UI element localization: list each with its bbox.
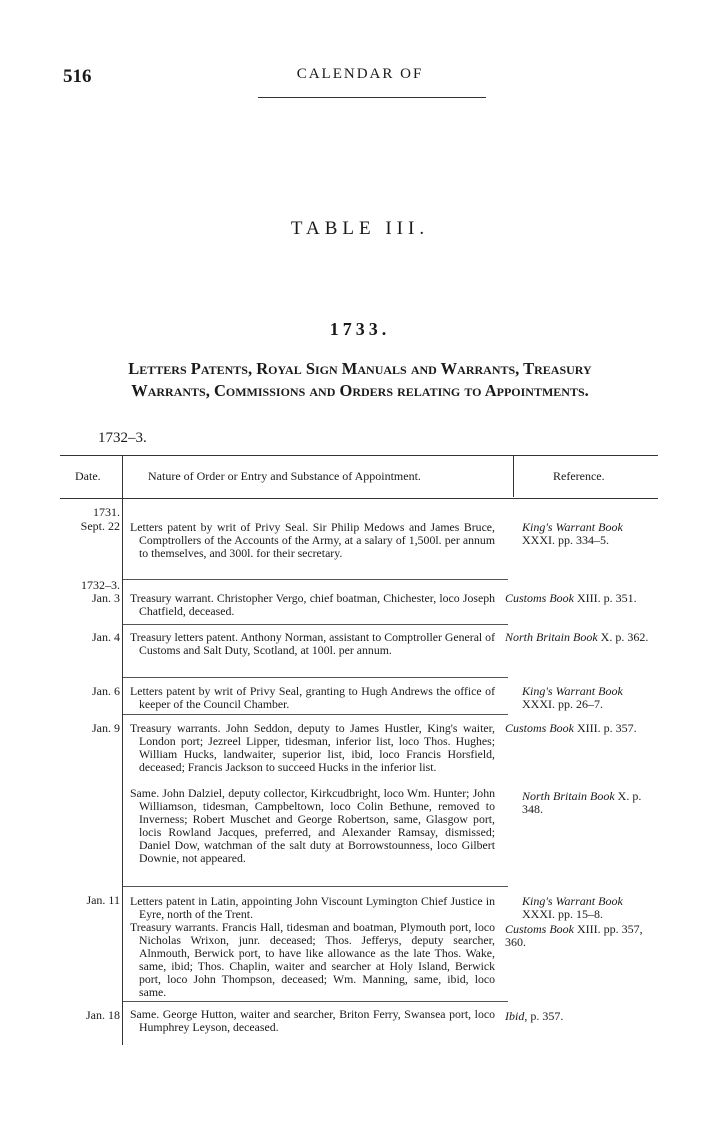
- entry-date: Jan. 4: [92, 630, 120, 644]
- entry-reference: Customs Book XIII. pp. 357, 360.: [505, 922, 643, 949]
- entry-date-year: 1731.: [93, 505, 120, 519]
- subtitle-line-2: Warrants, Commissions and Orders relating to Appointments.: [131, 381, 589, 400]
- column-header-nature: Nature of Order or Entry and Substance of Appointment.: [148, 469, 421, 483]
- header-rule: [258, 97, 486, 98]
- entry-text: Treasury warrants. Francis Hall, tidesman and boatman, Plymouth port, loco Nicholas Wrixon, junr. deceased; Thos. Jefferys, deputy searcher, Alnmouth, Berwick port, to have like allowance as the late Thos. Wake, same, ibid; Thos. Chaplin, waiter and searcher at Holy Island, Berwick port, loco John Thompson, deceased; Wm. Manning, same, ibid, loco same.: [130, 920, 495, 999]
- entry-text: Same. George Hutton, waiter and searcher, Briton Ferry, Swansea port, loco Humphrey Leyson, deceased.: [130, 1007, 495, 1034]
- entry-date: Jan. 3: [92, 591, 120, 605]
- column-divider: [122, 455, 123, 1045]
- entry-date: Sept. 22: [80, 519, 120, 533]
- page-number: 516: [63, 66, 92, 87]
- entry-reference: King's Warrant Book XXXI. pp. 26–7.: [522, 684, 623, 711]
- subtitle-line-1: Letters Patents, Royal Sign Manuals and Warrants, Treasury: [128, 359, 592, 378]
- entry-text: Treasury warrants. John Seddon, deputy to James Hustler, King's waiter, London port; Jezreel Lipper, tidesman, inferior list, loco Thos. Hughes; William Hucks, landwaiter, superior list, ibid, loco Francis Horsfield, deceased; Francis Jackson to succeed Hucks in the inferior list.: [130, 721, 495, 774]
- entry-text: Same. John Dalziel, deputy collector, Kirkcudbright, loco Wm. Hunter; John Williamson, tidesman, Campbeltown, loco Colin Bethune, removed to Inverness; Robert Muschet and George Robertson, same, Glasgow port, locis Rowland Jacques, preferred, and Alexander Ramsay, dismissed; Daniel Dow, watchman of the salt duty at Borrowstounness, loco Gilbert Downie, not appeared.: [130, 786, 495, 865]
- entry-separator: [123, 624, 508, 625]
- entry-text: Letters patent by writ of Privy Seal. Sir Philip Medows and James Bruce, Comptrollers of the Accounts of the Army, at a salary of 1,500l. per annum to themselves, and 300l. for their secretary.: [130, 520, 495, 560]
- section-subtitle: [60, 358, 660, 402]
- table-header-row: [60, 455, 658, 499]
- entry-separator: [123, 1001, 508, 1002]
- entry-separator: [123, 677, 508, 678]
- column-header-date: Date.: [75, 469, 101, 483]
- entry-reference: Ibid, p. 357.: [505, 1009, 564, 1023]
- entry-date: Jan. 6: [92, 684, 120, 698]
- entry-separator: [123, 714, 508, 715]
- year-span: 1732–3.: [98, 430, 147, 446]
- running-title: CALENDAR OF: [296, 66, 424, 82]
- entry-reference: Customs Book XIII. p. 351.: [505, 591, 637, 605]
- entry-separator: [123, 886, 508, 887]
- entry-text: Treasury warrant. Christopher Vergo, chief boatman, Chichester, loco Joseph Chatfield, deceased.: [130, 591, 495, 618]
- entry-text: Letters patent by writ of Privy Seal, granting to Hugh Andrews the office of keeper of the Council Chamber.: [130, 684, 495, 711]
- entry-text: Treasury letters patent. Anthony Norman, assistant to Comptroller General of Customs and Salt Duty, Scotland, at 100l. per annum.: [130, 630, 495, 657]
- entry-date: Jan. 9: [92, 721, 120, 735]
- entry-text: Letters patent in Latin, appointing John Viscount Lymington Chief Justice in Eyre, north of the Trent.: [130, 894, 495, 921]
- entry-date-year: 1732–3.: [81, 578, 120, 592]
- year-heading: 1733.: [329, 319, 391, 339]
- entry-reference: North Britain Book X. p. 348.: [522, 789, 642, 816]
- entry-reference: King's Warrant Book XXXI. pp. 15–8.: [522, 894, 623, 921]
- entry-date: Jan. 11: [86, 893, 120, 907]
- entry-reference: Customs Book XIII. p. 357.: [505, 721, 637, 735]
- entry-separator: [123, 579, 508, 580]
- table-title: TABLE III.: [290, 218, 430, 239]
- column-header-reference: Reference.: [553, 469, 605, 483]
- entry-reference: North Britain Book X. p. 362.: [505, 630, 649, 644]
- entry-reference: King's Warrant Book XXXI. pp. 334–5.: [522, 520, 623, 547]
- entry-date: Jan. 18: [86, 1008, 120, 1022]
- column-divider: [513, 455, 514, 497]
